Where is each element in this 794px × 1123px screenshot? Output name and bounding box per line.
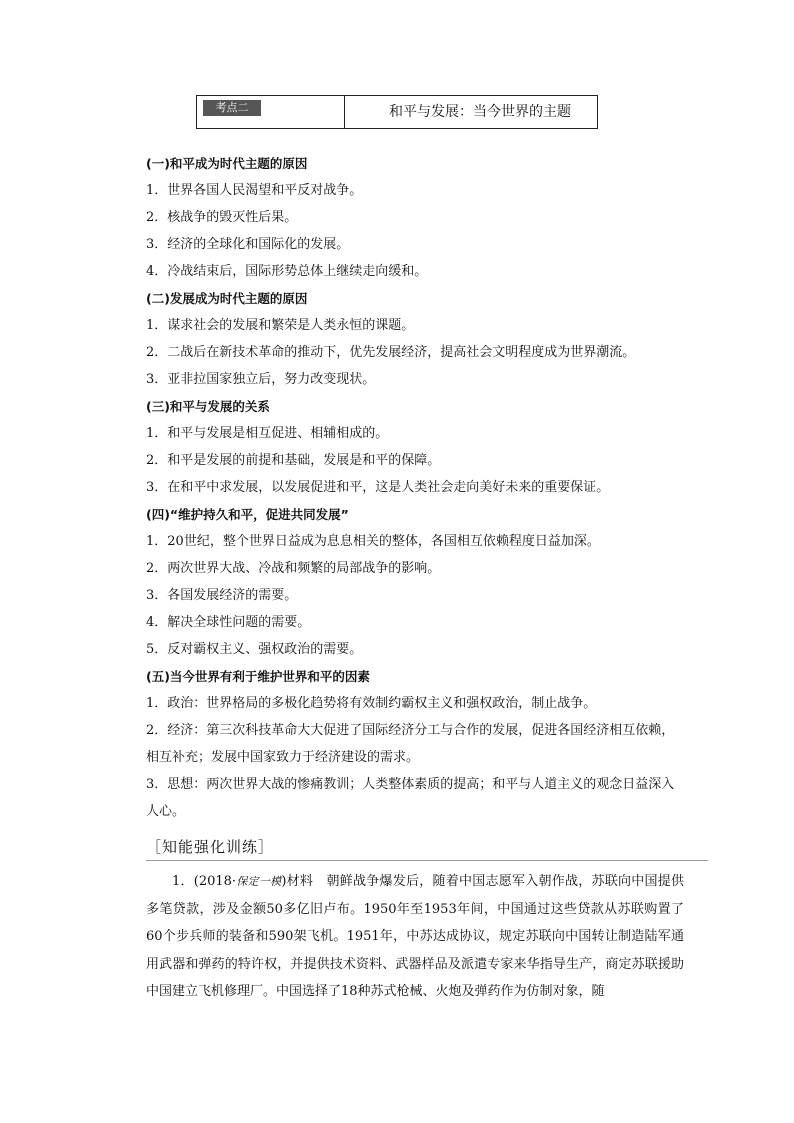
list-item: 1．20世纪，整个世界日益成为息息相关的整体，各国相互依赖程度日益加深。: [146, 534, 600, 549]
list-item: 2．二战后在新技术革命的推动下，优先发展经济，提高社会文明程度成为世界潮流。: [146, 345, 636, 360]
list-item: 4．解决全球性问题的需要。: [146, 615, 311, 630]
list-item: 1．和平与发展是相互促进、相辅相成的。: [146, 426, 389, 441]
question-suffix: )材料: [281, 874, 314, 889]
list-item: 3．思想：两次世界大战的惨痛教训；人类整体素质的提高；和平与人道主义的观念日益深入人心。: [146, 777, 675, 819]
question-paragraph: [146, 868, 684, 1006]
list-item: 2．经济：第三次科技革命大大促进了国际经济分工与合作的发展，促进各国经济相互依赖，相互补充；发展中国家致力于经济建设的需求。: [146, 723, 675, 765]
section-heading: (四)“维护持久和平，促进共同发展”: [146, 507, 349, 522]
practice-heading-text: ［知能强化训练］: [146, 838, 275, 856]
practice-heading: [146, 836, 708, 861]
section-heading: (一)和平成为时代主题的原因: [146, 156, 308, 171]
list-item: 3．在和平中求发展，以发展促进和平，这是人类社会走向美好未来的重要保证。: [146, 480, 610, 495]
topic-header-left: [197, 96, 345, 128]
practice-question: [146, 868, 684, 1006]
list-item: 3．各国发展经济的需要。: [146, 588, 298, 603]
list-item: 1．世界各国人民渴望和平反对战争。: [146, 183, 363, 198]
list-item: 1．政治：世界格局的多极化趋势将有效制约霸权主义和强权政治，制止战争。: [146, 696, 597, 711]
section-heading: (五)当今世界有利于维护世界和平的因素: [146, 669, 370, 684]
content-body: [146, 150, 686, 825]
list-item: 2．两次世界大战、冷战和频繁的局部战争的影响。: [146, 561, 441, 576]
list-item: 4．冷战结束后，国际形势总体上继续走向缓和。: [146, 264, 428, 279]
list-item: 2．和平是发展的前提和基础，发展是和平的保障。: [146, 453, 441, 468]
section-heading: (三)和平与发展的关系: [146, 399, 270, 414]
topic-header: [196, 95, 598, 129]
list-item: 3．亚非拉国家独立后，努力改变现状。: [146, 372, 376, 387]
question-prefix: 1．(2018·: [172, 874, 237, 889]
question-source: 保定一模: [236, 875, 282, 888]
list-item: 1．谋求社会的发展和繁荣是人类永恒的课题。: [146, 318, 415, 333]
topic-badge: 考点二: [203, 100, 261, 116]
list-item: 5．反对霸权主义、强权政治的需要。: [146, 642, 363, 657]
topic-title: 和平与发展：当今世界的主题: [389, 104, 571, 120]
section-heading: (二)发展成为时代主题的原因: [146, 291, 308, 306]
question-text: 朝鲜战争爆发后，随着中国志愿军入朝作战，苏联向中国提供多笔贷款，涉及金额50多亿旧卢布。1950年至1953年间，中国通过这些贷款从苏联购置了60个步兵师的装备和590架飞机。1951年，中苏达成协议，规定苏联向中国转让制造陆军通用武器和弹药的特许权，并提供技术资料、武器样品及派遣专家来华指导生产，商定苏联援助中国建立飞机修理厂。中国选择了18种苏式枪械、火炮及弹药作为仿制对象，随: [146, 874, 685, 999]
list-item: 3．经济的全球化和国际化的发展。: [146, 237, 350, 252]
list-item: 2．核战争的毁灭性后果。: [146, 210, 298, 225]
